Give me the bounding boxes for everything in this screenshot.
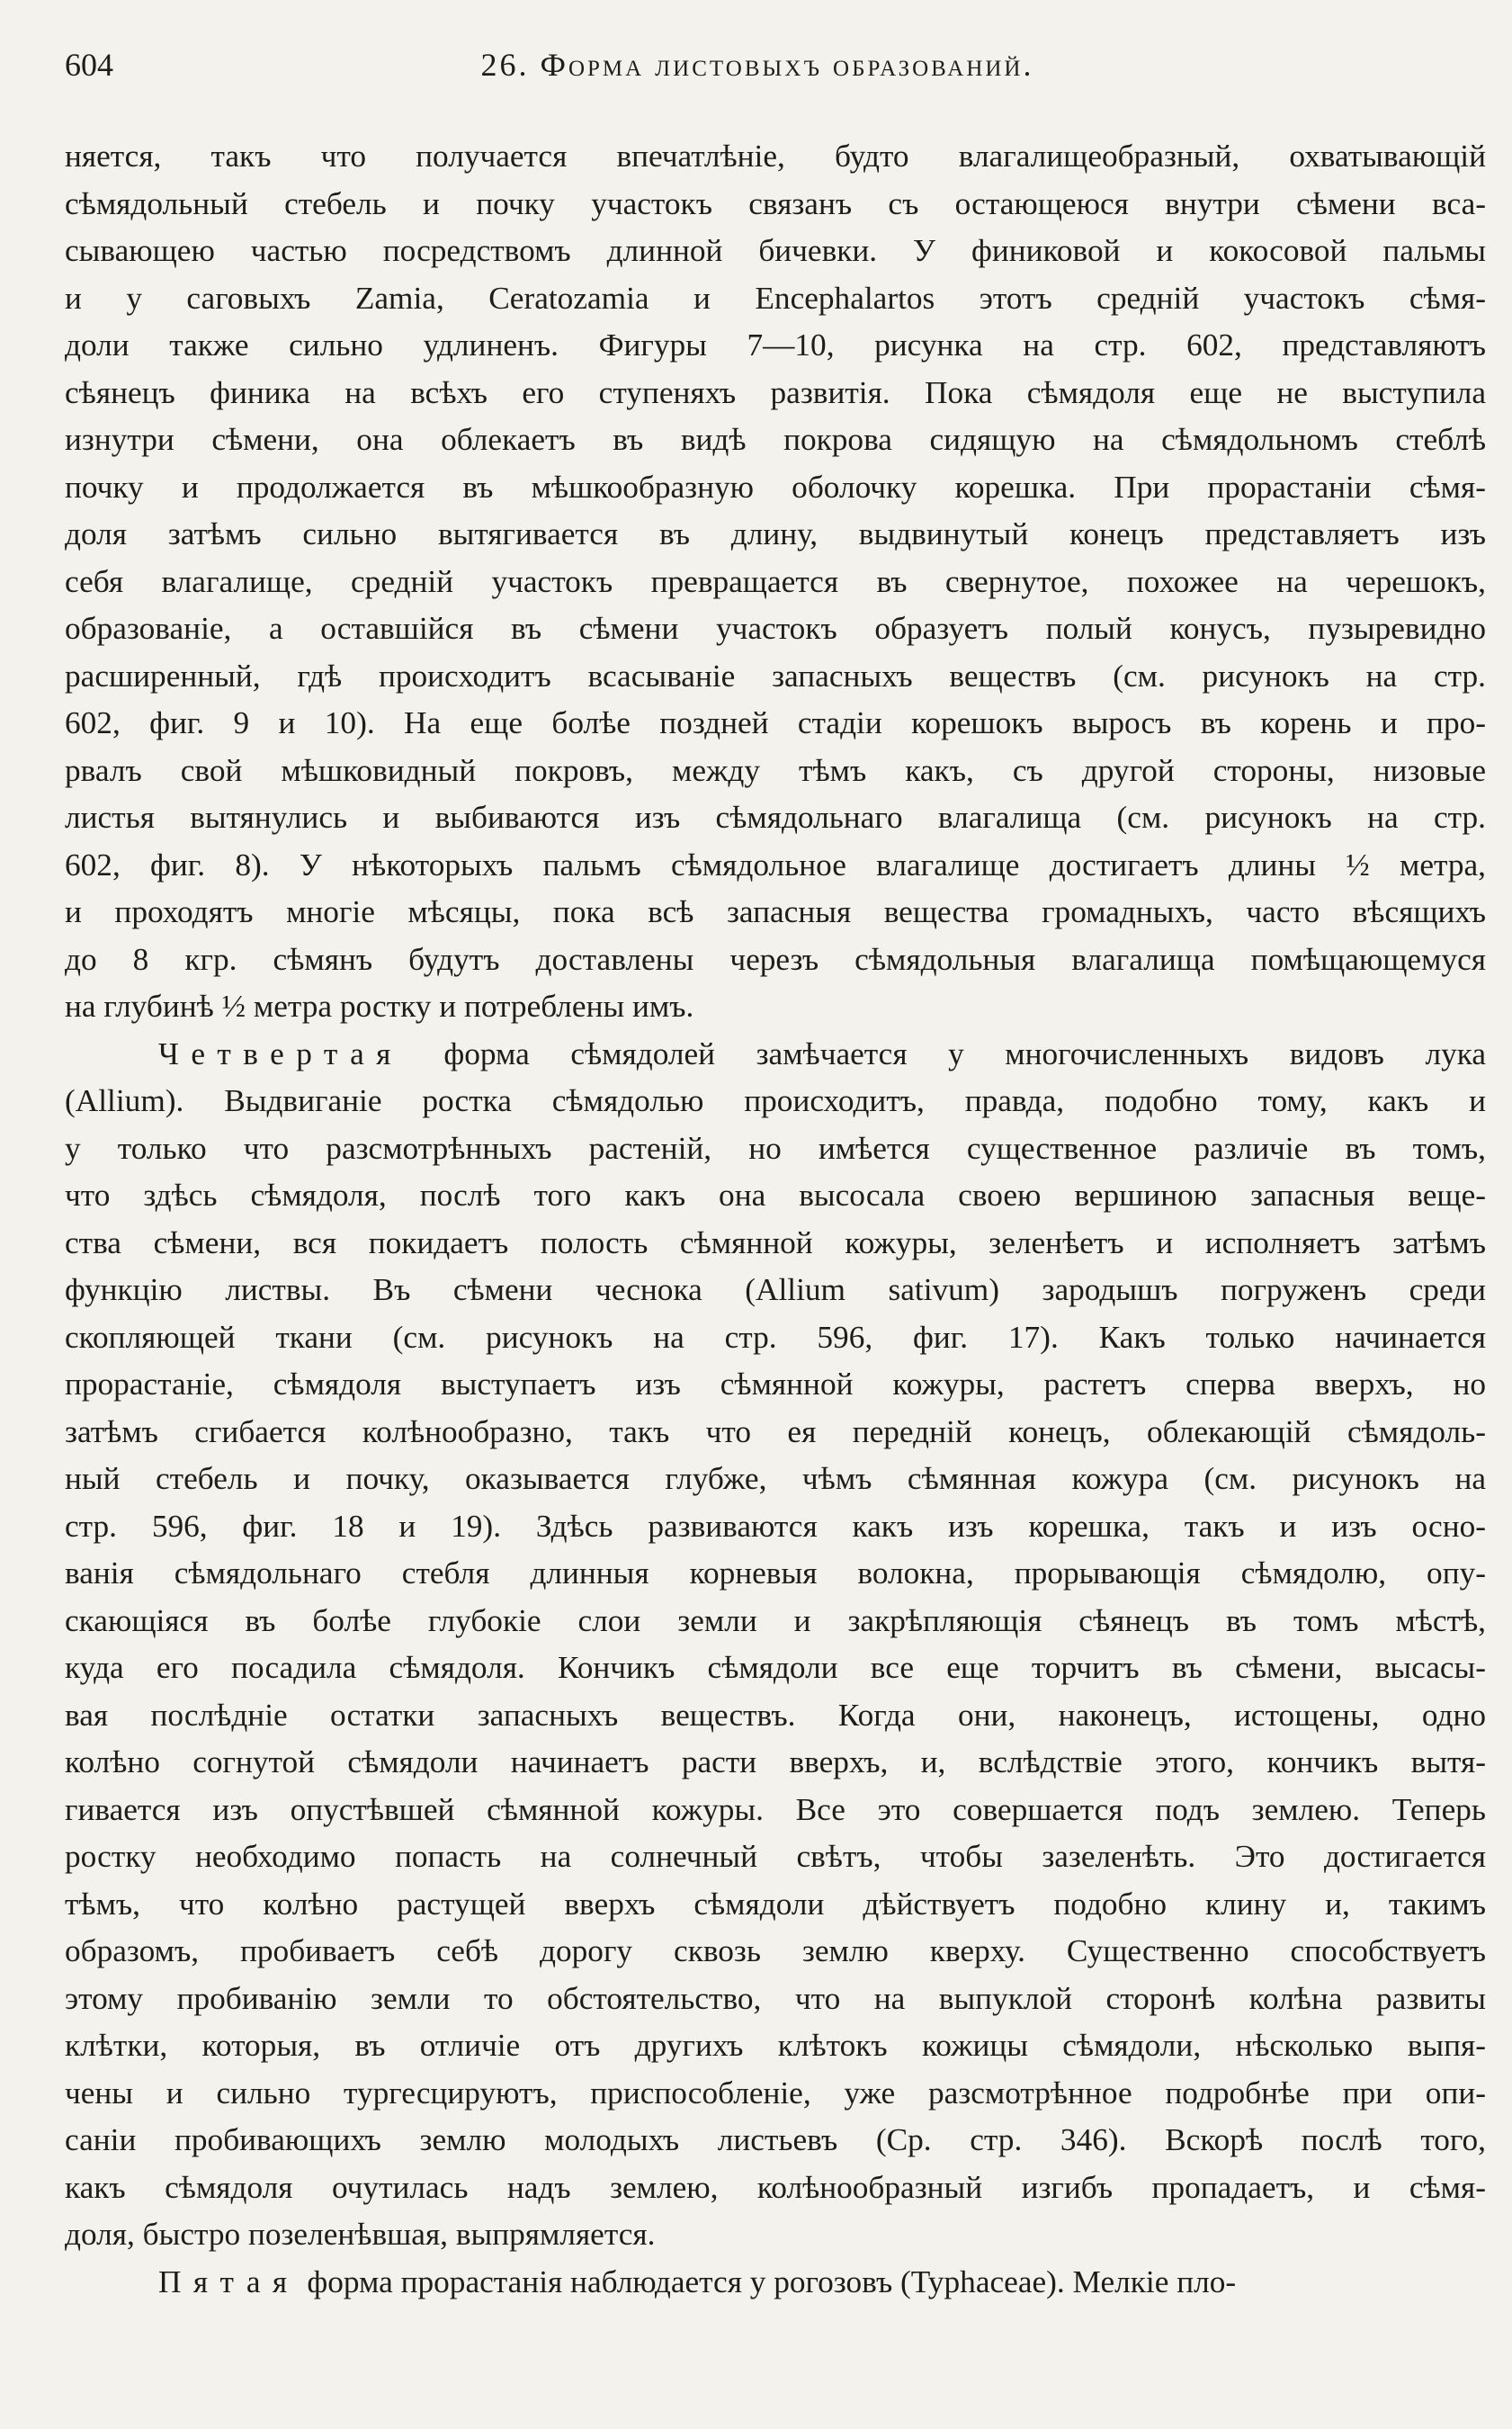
paragraph-3-first-line — [65, 2259, 1486, 2307]
page-header — [65, 38, 1450, 92]
text-line: скопляющей ткани (см. рисунокъ на стр. 596, фиг. 17). Какъ только начинается — [65, 1319, 1486, 1355]
text-line: сѣянецъ финика на всѣхъ его ступеняхъ развитія. Пока сѣмядоля еще не выступила — [65, 374, 1486, 410]
text-line: сѣмядольный стебель и почку участокъ связанъ съ остающеюся внутри сѣмени вса- — [65, 185, 1486, 221]
text-line: рвалъ свой мѣшковидный покровъ, между тѣмъ какъ, съ другой стороны, низовые — [65, 752, 1486, 788]
text-line: на глубинѣ ½ метра ростку и потреблены имъ. — [65, 989, 694, 1024]
paragraph-2-first-rest: форма сѣмядолей замѣчается у многочисленныхъ видовъ лука — [443, 1035, 1486, 1071]
body-text — [65, 133, 1486, 2306]
text-line: куда его посадила сѣмядоля. Кончикъ сѣмядоли все еще торчитъ въ сѣмени, высасы- — [65, 1650, 1486, 1685]
text-line: доля затѣмъ сильно вытягивается въ длину, выдвинутый конецъ представляетъ изъ — [65, 516, 1486, 551]
text-line: прорастаніе, сѣмядоля выступаетъ изъ сѣмянной кожуры, растетъ сперва вверхъ, но — [65, 1367, 1486, 1402]
text-line: почку и продолжается въ мѣшкообразную оболочку корешка. При прорастаніи сѣмя- — [65, 469, 1486, 505]
text-line: доли также сильно удлиненъ. Фигуры 7—10, рисунка на стр. 602, представляютъ — [65, 327, 1486, 363]
text-line: образованіе, а оставшійся въ сѣмени участокъ образуетъ полый конусъ, пузыревидно — [65, 611, 1486, 646]
text-line: клѣтки, которыя, въ отличіе отъ другихъ клѣтокъ кожицы сѣмядоли, нѣсколько выпя- — [65, 2028, 1486, 2063]
paragraph-1 — [65, 133, 1486, 1031]
text-line: у только что разсмотрѣнныхъ растеній, но имѣется существенное различіе въ томъ, — [65, 1130, 1486, 1166]
text-line: няется, такъ что получается впечатлѣніе, будто влагалищеобразный, охватывающій — [65, 139, 1486, 174]
text-line: саніи пробивающихъ землю молодыхъ листьевъ (Ср. стр. 346). Вскорѣ послѣ того, — [65, 2122, 1486, 2157]
text-line: что здѣсь сѣмядоля, послѣ того какъ она высосала своею вершиною запасныя веще- — [65, 1178, 1486, 1213]
text-line: сывающею частью посредствомъ длинной бичевки. У финиковой и кокосовой пальмы — [65, 233, 1486, 268]
paragraph-2 — [65, 1031, 1486, 2259]
paragraph-2-lead: Четвертая — [158, 1035, 403, 1071]
text-line: 602, фиг. 9 и 10). На еще болѣе поздней стадіи корешокъ выросъ въ корень и про- — [65, 705, 1486, 740]
text-line: образомъ, пробиваетъ себѣ дорогу сквозь землю кверху. Существенно способствуетъ — [65, 1933, 1486, 1968]
page-number: 604 — [65, 47, 113, 83]
text-line: до 8 кгр. сѣмянъ будутъ доставлены черезъ сѣмядольныя влагалища помѣщающемуся — [65, 941, 1486, 977]
text-line: стр. 596, фиг. 18 и 19). Здѣсь развиваются какъ изъ корешка, такъ и изъ осно- — [65, 1508, 1486, 1544]
paragraph-2-first-line — [65, 1031, 1486, 1079]
text-line: расширенный, гдѣ происходитъ всасываніе запасныхъ веществъ (см. рисунокъ на стр. — [65, 658, 1486, 694]
running-title: 26. Форма листовыхъ образований. — [480, 47, 1034, 83]
text-line: ный стебель и почку, оказывается глубже, чѣмъ сѣмянная кожура (см. рисунокъ на — [65, 1461, 1486, 1496]
text-line: скающіяся въ болѣе глубокіе слои земли и закрѣпляющія сѣянецъ въ томъ мѣстѣ, — [65, 1602, 1486, 1638]
text-line: изнутри сѣмени, она облекаетъ въ видѣ покрова сидящую на сѣмядольномъ стеблѣ — [65, 422, 1486, 457]
text-line: 602, фиг. 8). У нѣкоторыхъ пальмъ сѣмядольное влагалище достигаетъ длины ½ метра, — [65, 847, 1486, 883]
text-line: тѣмъ, что колѣно растущей вверхъ сѣмядоли дѣйствуетъ подобно клину и, такимъ — [65, 1886, 1486, 1922]
text-line: колѣно согнутой сѣмядоли начинаетъ расти вверхъ, и, вслѣдствіе этого, кончикъ вытя- — [65, 1744, 1486, 1779]
text-line: гивается изъ опустѣвшей сѣмянной кожуры. Все это совершается подъ землею. Теперь — [65, 1791, 1486, 1827]
paragraph-3 — [65, 2259, 1486, 2307]
text-line: себя влагалище, средній участокъ превращается въ свернутое, похожее на черешокъ, — [65, 563, 1486, 599]
paragraph-3-lead: Пятая — [158, 2263, 300, 2299]
text-line: этому пробиванію земли то обстоятельство, что на выпуклой сторонѣ колѣна развиты — [65, 1980, 1486, 2016]
text-line: (Allium). Выдвиганіе ростка сѣмядолью происходитъ, правда, подобно тому, какъ и — [65, 1083, 1486, 1118]
text-line: вая послѣдніе остатки запасныхъ веществъ. Когда они, наконецъ, истощены, одно — [65, 1697, 1486, 1733]
text-line: ства сѣмени, вся покидаетъ полость сѣмянной кожуры, зеленѣетъ и исполняетъ затѣмъ — [65, 1224, 1486, 1260]
text-line: и у саговыхъ Zamia, Ceratozamia и Encephalartos этотъ средній участокъ сѣмя- — [65, 280, 1486, 316]
text-line: ростку необходимо попасть на солнечный свѣтъ, чтобы зазеленѣть. Это достигается — [65, 1839, 1486, 1874]
text-line: доля, быстро позеленѣвшая, выпрямляется. — [65, 2217, 656, 2252]
text-line: и проходятъ многіе мѣсяцы, пока всѣ запасныя вещества громадныхъ, часто вѣсящихъ — [65, 894, 1486, 929]
text-line: чены и сильно тургесцируютъ, приспособленіе, уже разсмотрѣнное подробнѣе при опи- — [65, 2075, 1486, 2111]
text-line: затѣмъ сгибается колѣнообразно, такъ что ея передній конецъ, облекающій сѣмядоль- — [65, 1413, 1486, 1449]
text-line: листья вытянулись и выбиваются изъ сѣмядольнаго влагалища (см. рисунокъ на стр. — [65, 800, 1486, 835]
text-line: какъ сѣмядоля очутилась надъ землею, колѣнообразный изгибъ пропадаетъ, и сѣмя- — [65, 2169, 1486, 2205]
text-line: функцію листвы. Въ сѣмени чеснока (Allium sativum) зародышъ погруженъ среди — [65, 1272, 1486, 1307]
text-line: ванія сѣмядольнаго стебля длинныя корневыя волокна, прорывающія сѣмядолю, опу- — [65, 1555, 1486, 1591]
paragraph-3-first-rest: форма прорастанія наблюдается у рогозовъ (Typhaceae). Мелкіе пло- — [307, 2263, 1237, 2299]
